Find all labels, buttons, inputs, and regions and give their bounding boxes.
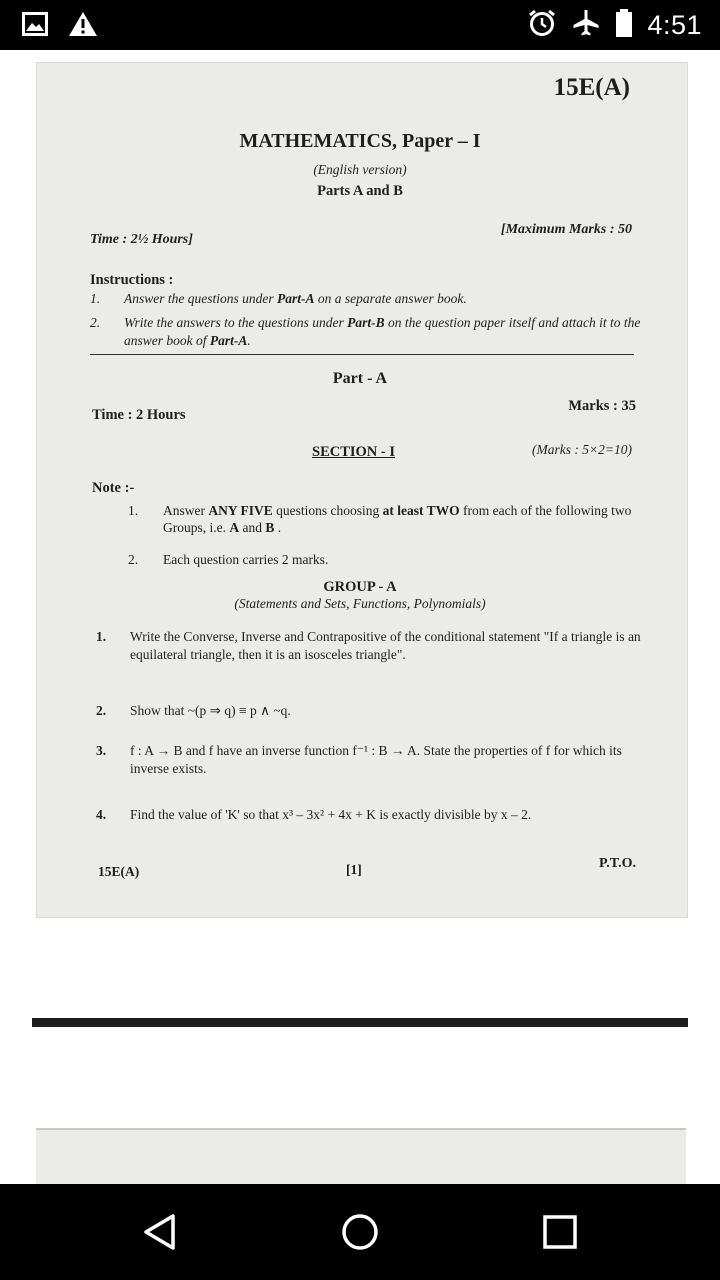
next-document-page — [36, 1128, 686, 1186]
question-number: 3. — [96, 743, 107, 758]
footer-code: 15E(A) — [98, 864, 140, 879]
part-a-time: Time : 2 Hours — [92, 407, 186, 423]
question-text: Show that ~(p ⇒ q) ≡ p ∧ ~q. — [130, 703, 291, 718]
recents-icon — [540, 1212, 580, 1256]
divider-rule — [90, 354, 634, 355]
paper-title: MATHEMATICS, Paper – I — [239, 130, 481, 152]
battery-icon — [615, 8, 633, 43]
page-divider — [32, 1018, 688, 1027]
note-heading: Note :- — [92, 480, 135, 496]
max-marks: [Maximum Marks : 50 — [500, 222, 632, 237]
question-item — [96, 806, 646, 824]
note-text: Each question carries 2 marks. — [163, 552, 329, 567]
paper-parts: Parts A and B — [317, 183, 403, 199]
document-page — [36, 62, 688, 918]
image-icon — [22, 12, 48, 41]
group-title: GROUP - A — [323, 579, 397, 595]
total-time: Time : 2½ Hours] — [90, 232, 193, 247]
question-text: f : A → B and f have an inverse function f⁻¹ : B → A. State the properties of f for which its inverse exists. — [130, 743, 622, 776]
question-text: Find the value of 'K' so that x³ – 3x² + 4x + K is exactly divisible by x – 2. — [130, 807, 532, 822]
navigation-bar — [0, 1184, 720, 1280]
question-item — [96, 702, 646, 720]
note-text: Answer ANY FIVE questions choosing at least TWO from each of the following two Groups, i.e. A and B . — [163, 503, 632, 535]
part-a-marks: Marks : 35 — [568, 398, 636, 414]
instructions-heading: Instructions : — [90, 272, 174, 288]
part-a-title: Part - A — [332, 370, 388, 387]
paper-code: 15E(A) — [553, 74, 630, 101]
warning-icon — [68, 11, 98, 42]
note-item — [128, 502, 648, 536]
back-icon — [140, 1212, 180, 1256]
note-number: 2. — [128, 552, 139, 567]
instruction-item — [90, 314, 650, 350]
question-number: 4. — [96, 807, 107, 822]
question-item — [96, 628, 646, 664]
instruction-item — [90, 290, 650, 308]
question-number: 2. — [96, 703, 107, 718]
instruction-number: 2. — [90, 315, 101, 330]
back-button[interactable] — [136, 1210, 184, 1258]
question-item — [96, 742, 646, 778]
question-number: 1. — [96, 629, 107, 644]
recents-button[interactable] — [536, 1210, 584, 1258]
footer-pto: P.T.O. — [599, 856, 636, 871]
home-button[interactable] — [336, 1210, 384, 1258]
clock-time: 4:51 — [647, 10, 702, 40]
note-number: 1. — [128, 503, 139, 518]
note-item — [128, 551, 648, 568]
airplane-icon — [571, 8, 601, 43]
section-title: SECTION - I — [312, 444, 395, 460]
section-marks: (Marks : 5×2=10) — [532, 442, 632, 457]
paper-version: (English version) — [313, 162, 407, 177]
home-icon — [340, 1212, 380, 1256]
footer-page-number: [1] — [346, 862, 362, 877]
status-bar — [0, 0, 720, 50]
alarm-icon — [527, 8, 557, 43]
question-text: Write the Converse, Inverse and Contrapositive of the conditional statement "If a triangle is an equilateral triangle, then it is an isosceles triangle". — [130, 629, 641, 662]
instruction-number: 1. — [90, 291, 101, 306]
group-subtitle: (Statements and Sets, Functions, Polynomials) — [234, 596, 486, 611]
instruction-text: Write the answers to the questions under Part-B on the question paper itself and attach it to the answer book of Part-A. — [124, 315, 641, 348]
instruction-text: Answer the questions under Part-A on a separate answer book. — [124, 291, 467, 306]
